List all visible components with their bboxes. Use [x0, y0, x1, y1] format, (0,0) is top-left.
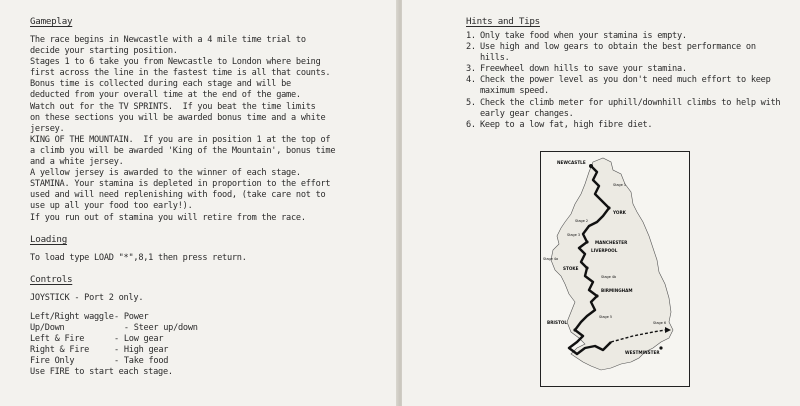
hint-number: 4. [466, 75, 476, 86]
gameplay-line: first across the line in the fastest time is all that counts. [30, 68, 331, 79]
gameplay-line: deducted from your overall time at the end of the game. [30, 90, 301, 101]
hint-item [466, 120, 788, 131]
city-label: YORK [613, 210, 626, 215]
hint-item [466, 98, 788, 120]
loading-heading: Loading [30, 233, 67, 245]
loading-section [30, 234, 375, 264]
hint-text: Check the climb meter for uphill/downhill climbs to help with early gear changes. [480, 97, 781, 119]
hint-text: Keep to a low fat, high fibre diet. [480, 119, 653, 130]
gameplay-line: Watch out for the TV SPRINTS. If you beat the time limits [30, 101, 316, 112]
hint-item [466, 42, 788, 64]
gameplay-line: Stages 1 to 6 take you from Newcastle to London where being [30, 57, 321, 68]
control-key: Left/Right waggle [30, 311, 114, 322]
hints-heading: Hints and Tips [466, 16, 540, 27]
gameplay-line: KING OF THE MOUNTAIN. If you are in position 1 at the top of [30, 134, 331, 145]
hint-text: Use high and low gears to obtain the best performance on hills. [480, 42, 756, 64]
route-map-svg [541, 152, 689, 386]
gameplay-line: and a white jersey. [30, 157, 124, 168]
gameplay-line: If you run out of stamina you will retire from the race. [30, 212, 306, 223]
hint-item [466, 75, 788, 97]
stage-label: Stage 4b [601, 275, 617, 279]
city-label: BIRMINGHAM [601, 288, 633, 293]
hint-number: 5. [466, 97, 476, 108]
gameplay-line: The race begins in Newcastle with a 4 mile time trial to [30, 35, 306, 45]
control-key: Up/Down [30, 322, 65, 333]
city-label: MANCHESTER [595, 240, 628, 245]
joystick-text: JOYSTICK - Port 2 only. [30, 292, 144, 303]
gameplay-line: decide your starting position. [30, 46, 178, 57]
gameplay-section [30, 16, 375, 224]
right-column [466, 16, 788, 131]
hint-number: 1. [466, 31, 476, 41]
controls-footer: Use FIRE to start each stage. [30, 367, 173, 378]
control-action: - Steer up/down [114, 322, 198, 333]
hint-number: 6. [466, 119, 476, 130]
hint-text: Only take food when your stamina is empty. [480, 31, 687, 41]
control-key: Fire Only [30, 356, 75, 367]
gameplay-line: Bonus time is collected during each stage and will be [30, 79, 291, 90]
controls-heading: Controls [30, 273, 73, 285]
hint-number: 3. [466, 64, 476, 75]
right-page [402, 0, 800, 406]
control-row [30, 323, 375, 334]
control-key: Right & Fire [30, 345, 90, 356]
stage-label: Stage 3 [567, 233, 581, 237]
city-label: BRISTOL [547, 320, 568, 325]
stage-label: Stage 1 [613, 183, 627, 187]
gameplay-text [30, 35, 375, 224]
control-action: - Low gear [114, 333, 164, 344]
hint-text: Freewheel down hills to save your stamina. [480, 64, 687, 75]
gameplay-line: jersey. [30, 123, 65, 134]
control-row [30, 356, 375, 367]
hint-item [466, 64, 788, 75]
control-action: - High gear [114, 345, 169, 356]
hint-number: 2. [466, 42, 476, 53]
left-column [30, 16, 375, 378]
hints-list [466, 31, 788, 131]
left-page [0, 0, 398, 406]
control-action: - Power [114, 311, 149, 322]
stage-label: Stage 2 [575, 219, 589, 223]
city-label: WESTMINSTER [625, 350, 660, 355]
control-action: - Take food [114, 356, 169, 367]
controls-section [30, 274, 375, 379]
gameplay-heading: Gameplay [30, 16, 73, 27]
city-label: LIVERPOOL [591, 248, 618, 253]
stage-label: Stage 4a [543, 257, 559, 261]
hint-text: Check the power level as you don't need much effort to keep maximum speed. [480, 75, 771, 97]
city-label: STOKE [563, 266, 579, 271]
gameplay-line: A yellow jersey is awarded to the winner of each stage. [30, 168, 301, 179]
stage-label: Stage 6 [653, 321, 667, 325]
city-label: NEWCASTLE [557, 160, 586, 165]
coastline [551, 158, 673, 370]
control-row [30, 345, 375, 356]
stage-label: Stage 5 [599, 315, 613, 319]
hint-item [466, 31, 788, 42]
loading-text: To load type LOAD "*",8,1 then press return. [30, 252, 247, 263]
control-row [30, 334, 375, 345]
controls-table [30, 312, 375, 367]
gameplay-line: use up all your food too early!). [30, 201, 193, 212]
gameplay-line: STAMINA. Your stamina is depleted in proportion to the effort [30, 179, 331, 190]
control-row [30, 312, 375, 323]
gameplay-line: on these sections you will be awarded bonus time and a white [30, 112, 326, 123]
control-key: Left & Fire [30, 333, 85, 344]
gameplay-line: a climb you will be awarded 'King of the Mountain', bonus time [30, 145, 336, 156]
route-map [540, 151, 690, 387]
gameplay-line: used and will need replenishing with food, (take care not to [30, 190, 326, 201]
